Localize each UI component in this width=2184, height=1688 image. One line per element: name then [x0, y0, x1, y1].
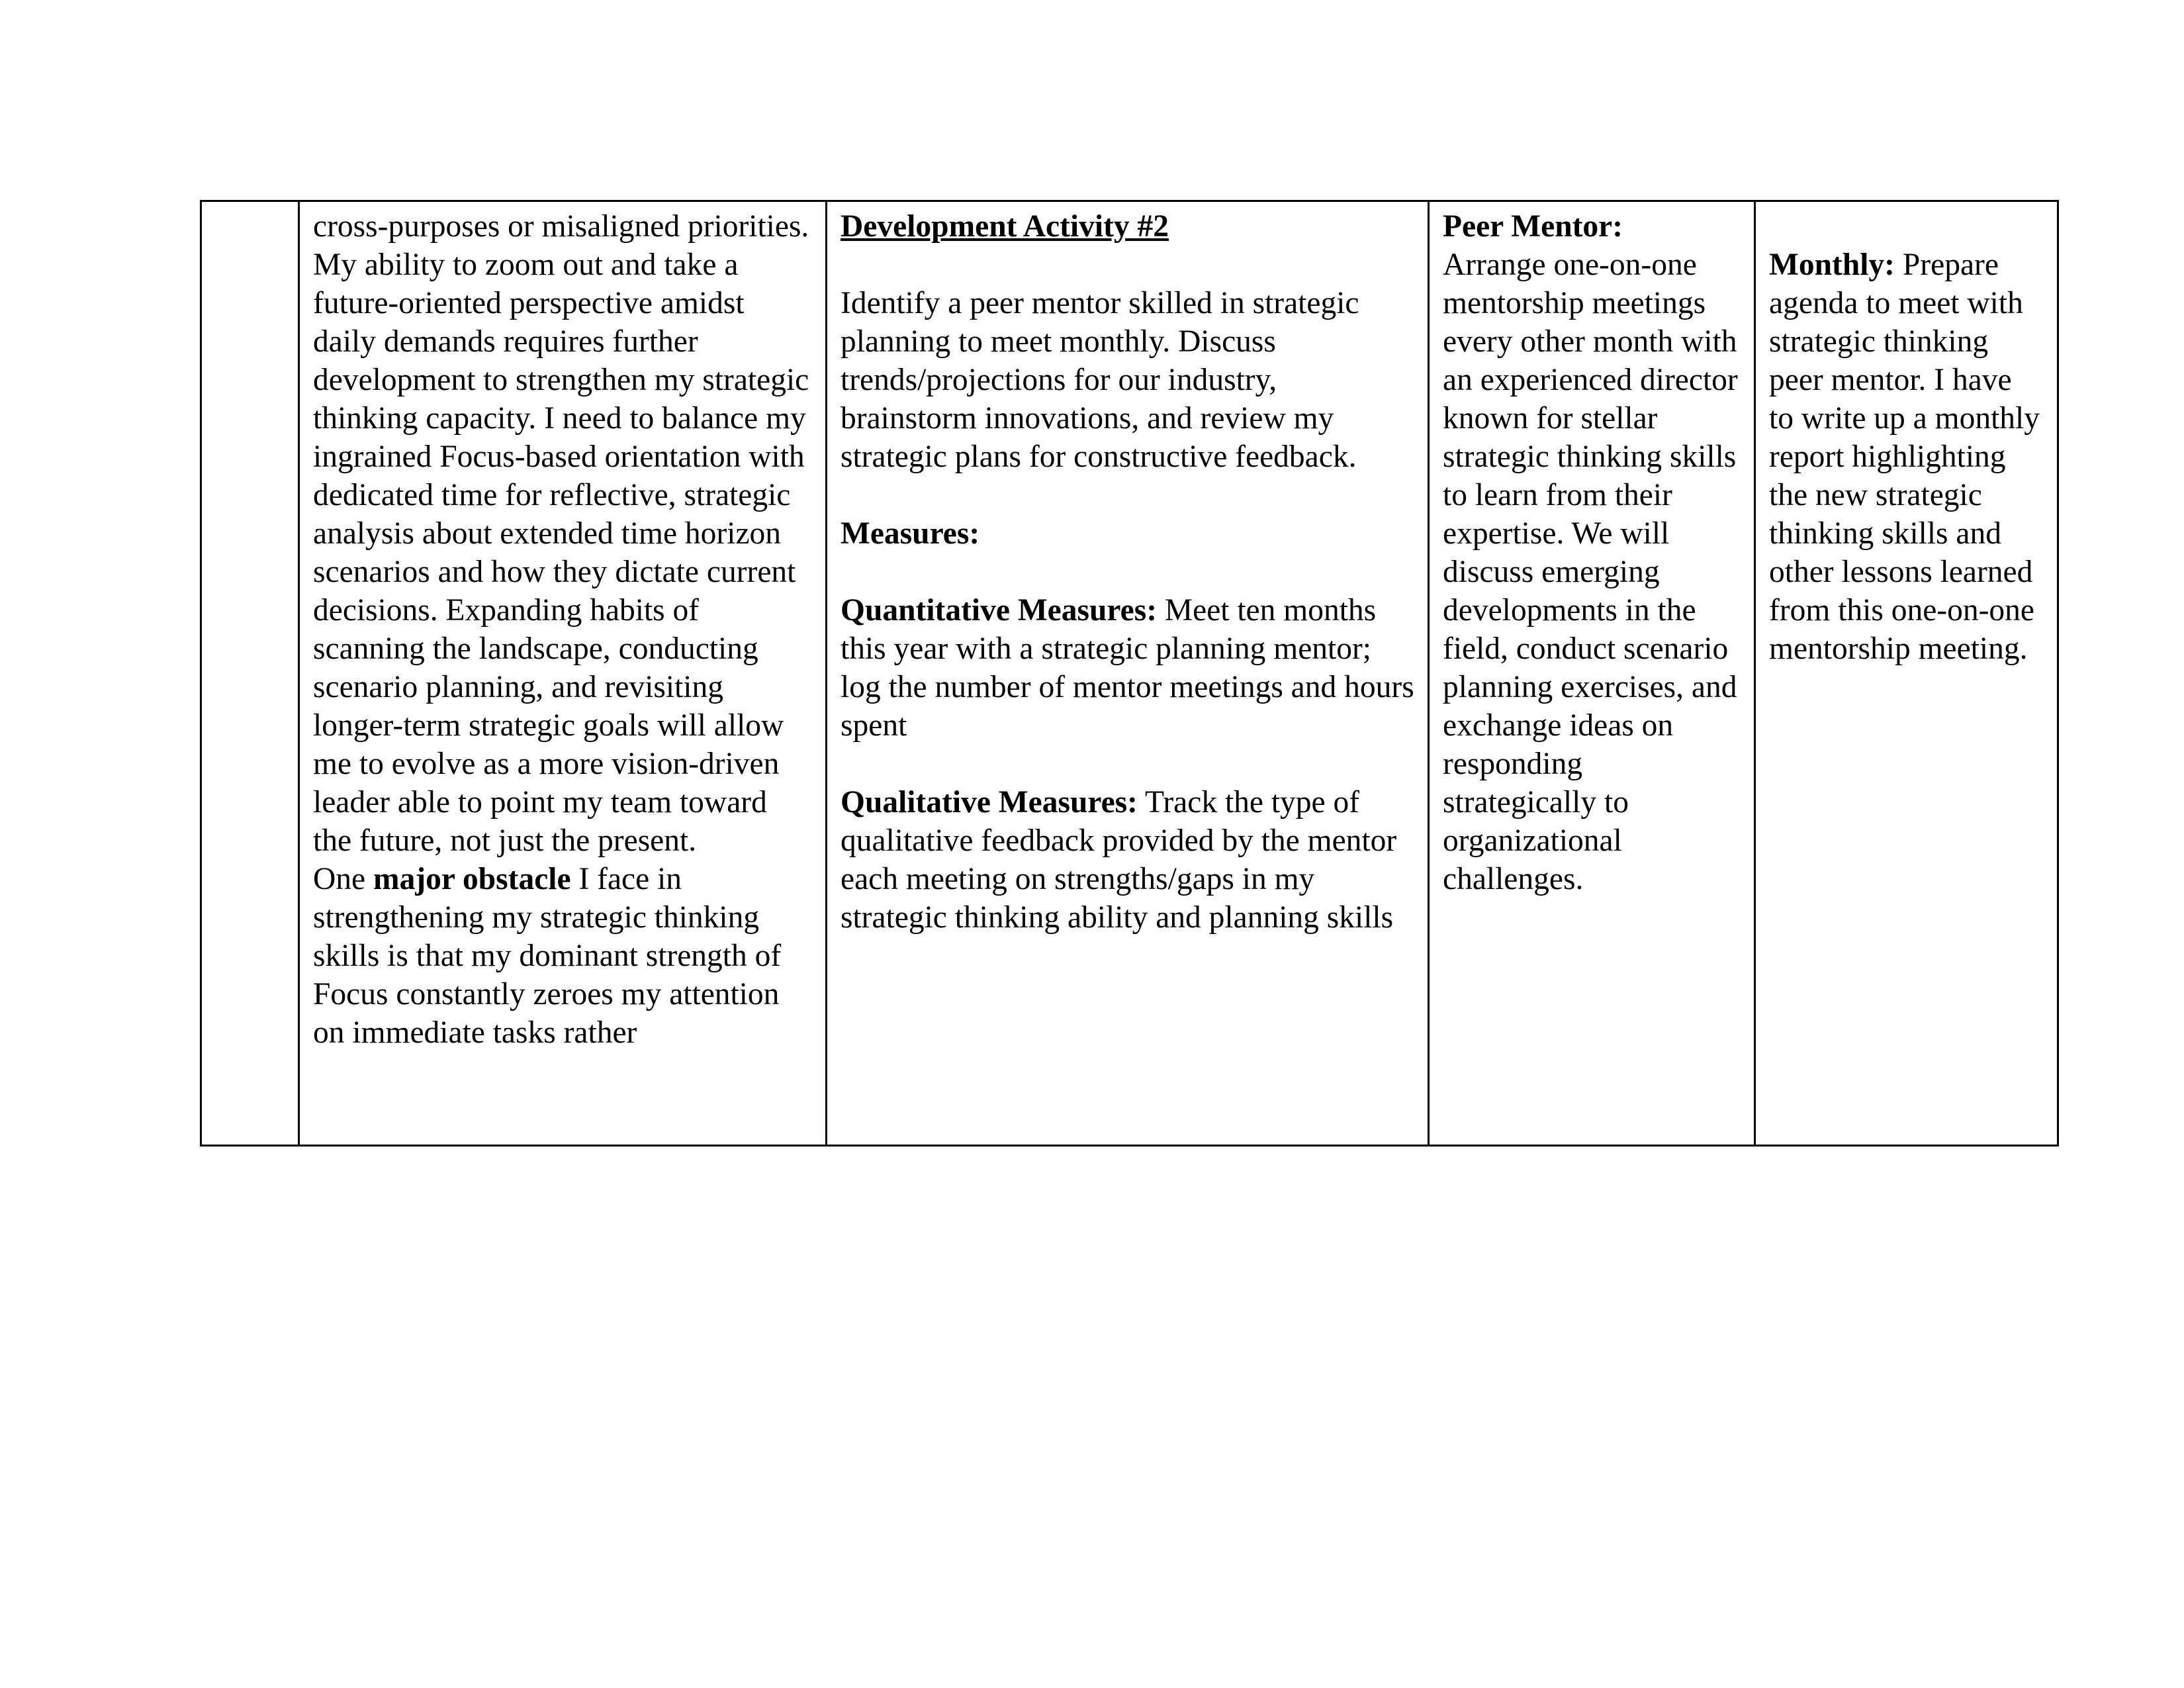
spacer — [841, 246, 1414, 284]
quantitative-label: Quantitative Measures: — [841, 593, 1158, 628]
empty-cell — [201, 201, 299, 1146]
obstacle-bold-text: major obstacle — [373, 862, 571, 896]
spacer — [1769, 207, 2044, 246]
activity-cell — [827, 201, 1429, 1146]
monthly-label: Monthly: — [1769, 248, 1895, 282]
reflection-cell — [299, 201, 827, 1146]
qualitative-label: Qualitative Measures: — [841, 785, 1138, 820]
peer-mentor-cell — [1429, 201, 1755, 1146]
peer-mentor-label: Peer Mentor: — [1443, 209, 1623, 244]
activity-description: Identify a peer mentor skilled in strategic planning to meet monthly. Discuss trends/projections for our industry, brainstorm innovations, and review my strategic plans for constructive feedback. — [841, 286, 1359, 474]
qualitative-text: Track the type of qualitative feedback provided by the mentor each meeting on strengths/gaps in my strategic thinking ability and planning skills — [841, 785, 1397, 935]
table-row — [201, 201, 2058, 1146]
quantitative-text: Meet ten months this year with a strategic planning mentor; log the number of mentor meetings and hours spent — [841, 593, 1414, 743]
qualitative-measures — [841, 783, 1414, 937]
reflection-paragraph: cross-purposes or misaligned priorities. My ability to zoom out and take a future-oriented perspective amidst daily demands requires further development to strengthen my strategic thinking capacity. I need to balance my ingrained Focus-based orientation with dedicated time for reflective, strategic analysis about extended time horizon scenarios and how they dictate current decisions. Expanding habits of scanning the landscape, conducting scenario planning, and revisiting longer-term strategic goals will allow me to evolve as a more vision-driven leader able to point my team toward the future, not just the present. — [313, 209, 809, 858]
obstacle-paragraph — [313, 860, 812, 1052]
development-plan-table — [200, 200, 2059, 1147]
activity-heading: Development Activity #2 — [841, 209, 1169, 244]
spacer — [841, 745, 1414, 783]
spacer — [841, 476, 1414, 514]
spacer — [841, 553, 1414, 591]
monthly-paragraph — [1769, 246, 2044, 668]
monthly-text: Prepare agenda to meet with strategic thinking peer mentor. I have to write up a monthly report highlighting the new strategic thinking skills and other lessons learned from this one-on-one mentorship meeting. — [1769, 248, 2040, 666]
peer-mentor-text: Arrange one-on-one mentorship meetings every other month with an experienced director known for stellar strategic thinking skills to learn from their expertise. We will discuss emerging developments in the field, conduct scenario planning exercises, and exchange ideas on responding strategically to organizational challenges. — [1443, 248, 1738, 896]
obstacle-intro: One — [313, 862, 374, 896]
quantitative-measures — [841, 591, 1414, 745]
measures-label: Measures: — [841, 516, 980, 551]
timeline-cell — [1755, 201, 2058, 1146]
obstacle-rest: I face in strengthening my strategic thinking skills is that my dominant strength of Focus constantly zeroes my attention on immediate tasks rather — [313, 862, 782, 1050]
